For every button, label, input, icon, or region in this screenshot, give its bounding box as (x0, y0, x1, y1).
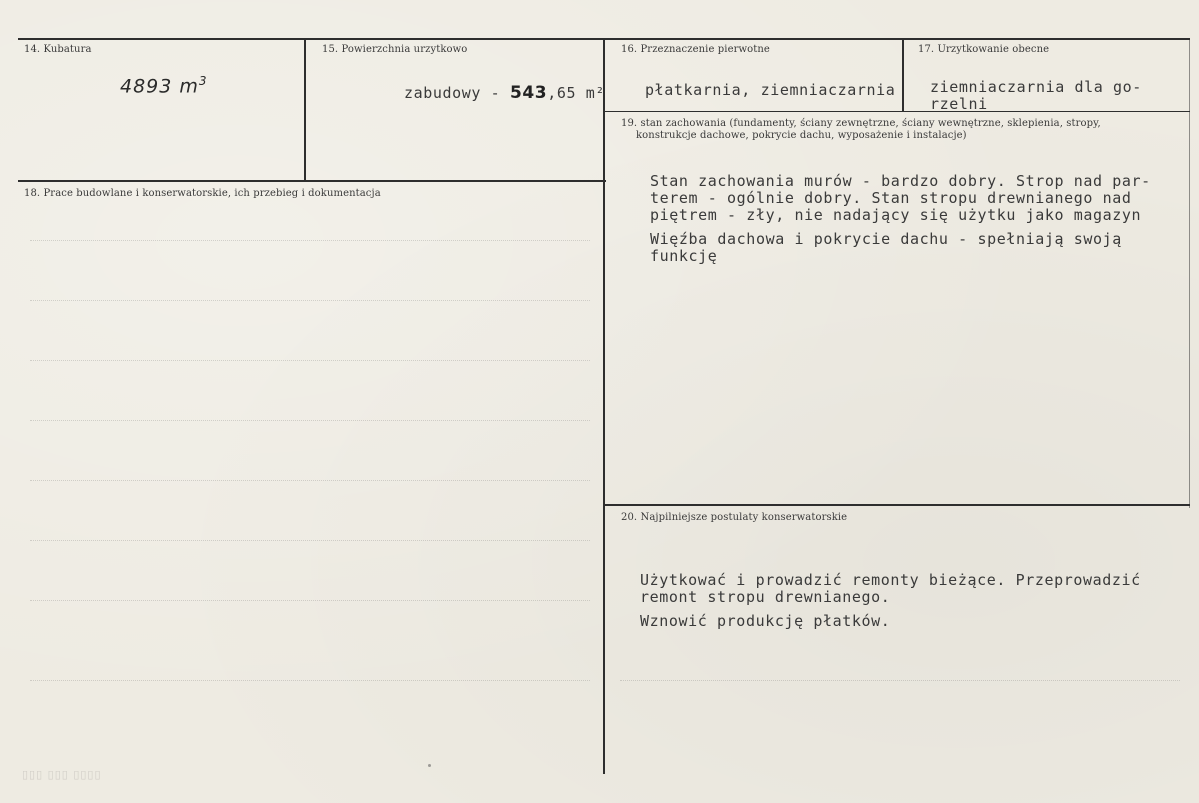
guide-line (620, 680, 1180, 681)
guide-line (30, 680, 590, 681)
field-20-label: 20. Najpilniejsze postulaty konserwatorskie (621, 512, 848, 523)
guide-line (30, 360, 590, 361)
guide-line (30, 480, 590, 481)
field-17-label: 17. Urzytkowanie obecne (918, 44, 1050, 55)
field-14-value (120, 74, 208, 97)
guide-line (30, 300, 590, 301)
field-15-value-suffix: ,65 m² (547, 84, 606, 102)
field-20-paragraph-2: Wznowić produkcję płatków. (640, 612, 891, 630)
ink-speck (428, 764, 431, 767)
field-19-label-line1: 19. stan zachowania (fundamenty, ściany zewnętrzne, ściany wewnętrzne, sklepienia, stropy, (621, 118, 1101, 129)
field-15-value-prefix: zabudowy - (404, 84, 510, 102)
field-19-paragraph-2: Więźba dachowa i pokrycie dachu - spełniają swoją funkcję (650, 230, 1122, 265)
field-14-label: 14. Kubatura (24, 44, 92, 55)
field-15-value-handwritten: 543 (509, 83, 548, 103)
section19-bottom-rule (604, 504, 1190, 506)
guide-line (30, 540, 590, 541)
divider-16-17 (902, 38, 904, 112)
field-14-unit-exponent: 3 (198, 74, 208, 88)
field-19-label-line2: konstrukcje dachowe, pokrycie dachu, wyposażenie i instalacje) (636, 130, 967, 141)
field-15-value (404, 83, 605, 103)
divider-14-15 (304, 38, 306, 181)
field-15-label: 15. Powierzchnia urzytkowo (322, 44, 468, 55)
field-16-value: płatkarnia, ziemniaczarnia (645, 81, 896, 99)
right-edge-rule (1189, 38, 1190, 508)
field-17-value: ziemniaczarnia dla go- rzelni (930, 78, 1142, 113)
field-14-number: 4893 m (120, 75, 199, 98)
guide-line (30, 420, 590, 421)
guide-line (30, 240, 590, 241)
guide-line (30, 600, 590, 601)
field-16-label: 16. Przeznaczenie pierwotne (621, 44, 770, 55)
divider-main (603, 38, 605, 774)
field-19-paragraph-1: Stan zachowania murów - bardzo dobry. Strop nad par- terem - ogólnie dobry. Stan stropu drewnianego nad piętrem - zły, nie nadający się użytku jako magazyn (650, 172, 1151, 224)
row1-bottom-rule-left (18, 180, 606, 182)
field-20-paragraph-1: Użytkować i prowadzić remonty bieżące. Przeprowadzić remont stropu drewnianego. (640, 571, 1141, 606)
field-18-label: 18. Prace budowlane i konserwatorskie, ich przebieg i dokumentacja (24, 188, 381, 199)
faint-stamp-mark: ▯▯▯ ▯▯▯ ▯▯▯▯ (22, 768, 102, 781)
